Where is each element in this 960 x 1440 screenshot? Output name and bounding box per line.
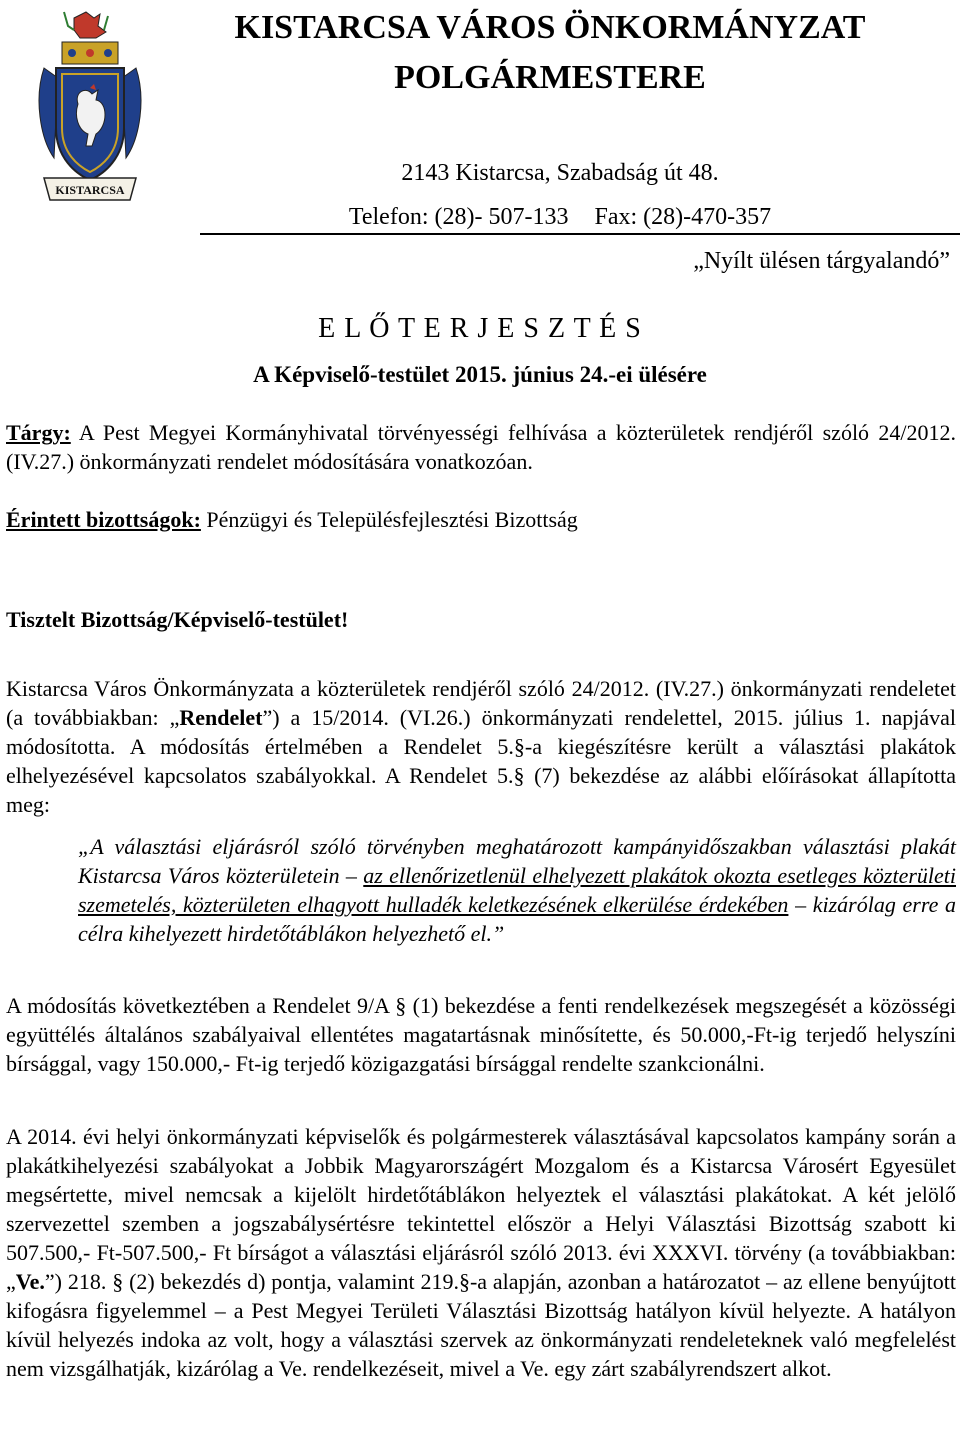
quoted-regulation [78,832,956,948]
committees-text: Pénzügyi és Településfejlesztési Bizottság [206,507,578,532]
paragraph-3-text-a: A 2014. évi helyi önkormányzati képviselők és polgármesterek választásával kapcsolatos kampány során a plakátkihelyezési szabályokat a Jobbik Magyarországért Mozgalom és a Kistarcsa Városért Egyesület megsértette, mivel nemcsak a kijelölt hirdetőtáblákon helyeztek el választási plakátokat. A két jelölő szervezettel szemben a jogszabálysértésre tekintettel először a Helyi Választási Bizottság szabott ki 507.500,- Ft-507.500,- Ft bírságot a választási eljárásról szóló 2013. évi XXXVI. törvény (a továbbiakban: „ [6,1124,956,1294]
proposal-heading: E L Ő T E R J E S Z T É S [318,313,642,344]
svg-text:KISTARCSA: KISTARCSA [55,183,125,197]
open-session-note: „Nyílt ülésen tárgyalandó” [693,248,950,274]
quote-text-a: „A választási eljárásról szóló törvényben meghatározott kampányidőszakban választási plakát Kistarcsa Város közterületein – [78,834,956,888]
paragraph-1-text-a: Kistarcsa Város Önkormányzata a közterületek rendjéről szóló 24/2012. (IV.27.) önkormányzati rendeletet (a továbbiakban: „ [6,676,956,730]
paragraph-2: A módosítás következtében a Rendelet 9/A § (1) bekezdése a fenti rendelkezések megszegését a közösségi együttélés általános szabályaival ellentétes magatartásnak minősítette, és 50.000,-Ft-ig terjedő helyszíni bírsággal, vagy 150.000,- Ft-ig terjedő közigazgatási bírsággal rendelte szankcionálni. [6,993,956,1076]
subject-text: A Pest Megyei Kormányhivatal törvényességi felhívása a közterületek rendjéről szóló 24/2012. (IV.27.) önkormányzati rendelet módosítására vonatkozóan. [6,420,956,474]
quote-underlined-text: az ellenőrizetlenül elhelyezett plakátok okozta esetleges közterületi szemetelés, közterületen elhagyott hulladék keletkezésének elkerülése érdekében [78,863,956,917]
paragraph-3-bold-term: Ve. [15,1269,45,1294]
paragraph-3 [6,1122,956,1383]
fax-number: Fax: (28)-470-357 [594,204,772,230]
committees-paragraph [6,505,956,534]
paragraph-1 [6,674,956,819]
phone-number: Telefon: (28)- 507-133 [348,204,569,230]
office-title-line-1: KISTARCSA VÁROS ÖNKORMÁNYZAT [234,9,866,46]
quote-text-c: – kizárólag erre a célra kihelyezett hirdetőtáblákon helyezhető el.” [78,892,957,946]
office-title-line-2: POLGÁRMESTERE [394,59,706,96]
salutation: Tisztelt Bizottság/Képviselő-testület! [6,607,349,632]
contact-line [200,202,920,232]
paragraph-1-bold-term: Rendelet [179,705,263,730]
header-divider [200,233,960,235]
committees-label: Érintett bizottságok: [6,507,201,532]
subject-paragraph [6,418,956,476]
subject-label: Tárgy: [6,420,71,445]
address: 2143 Kistarcsa, Szabadság út 48. [401,160,719,186]
coat-of-arms-logo [34,8,146,208]
meeting-line: A Képviselő-testület 2015. június 24.-ei ülésére [253,362,707,387]
paragraph-1-text-c: ”) a 15/2014. (VI.26.) önkormányzati rendelettel, 2015. július 1. napjával módosította. A módosítás értelmében a Rendelet 5.§-a kiegészítésre került a választási plakátok elhelyezésével kapcsolatos szabályokkal. A Rendelet 5.§ (7) bekezdése az alábbi előírásokat állapította meg: [6,705,956,817]
paragraph-3-text-c: ”) 218. § (2) bekezdés d) pontja, valamint 219.§-a alapján, azonban a határozatot – az ellene benyújtott kifogásra figyelemmel – a Pest Megyei Területi Választási Bizottság hatályon kívül helyezte. A hatályon kívül helyezés indoka az volt, hogy a választási szervek az önkormányzati rendeleteknek való megfelelést nem vizsgálhatják, kizárólag a Ve. rendelkezéseit, mivel a Ve. egy zárt szabályrendszert alkot. [6,1269,956,1381]
